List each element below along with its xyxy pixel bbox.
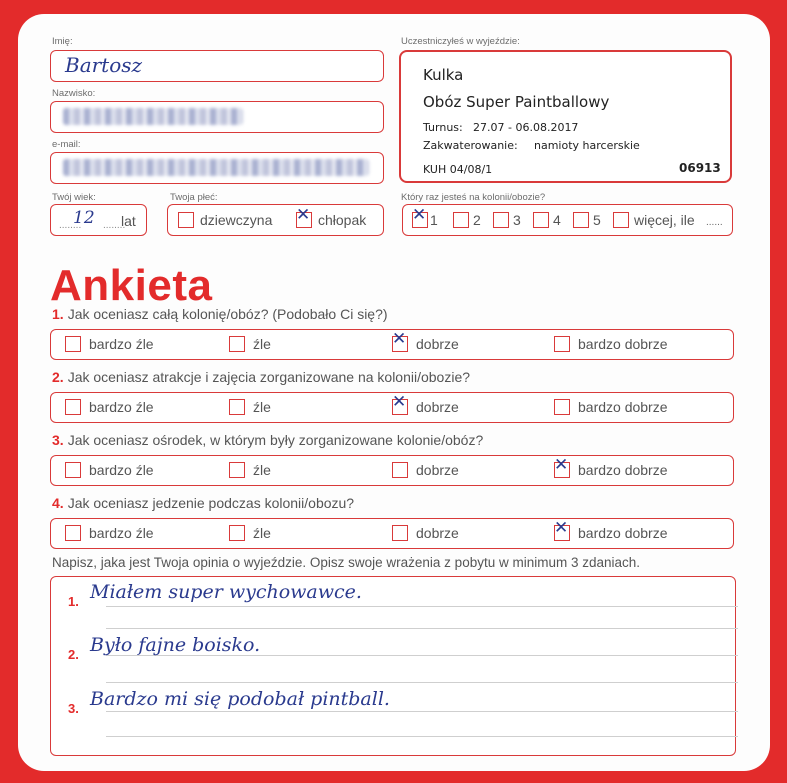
question-number: 3. (52, 432, 64, 448)
question-1-options (50, 329, 734, 360)
question-label: Jak oceniasz atrakcje i zajęcia zorganizowane na kolonii/obozie? (67, 369, 471, 385)
opinion-num-2: 2. (68, 647, 79, 662)
trip-name: Kulka (423, 66, 464, 84)
surname-redacted (63, 108, 243, 125)
check-mark-icon: ✕ (296, 205, 311, 225)
trip-number: 06913 (679, 161, 721, 175)
question-label: Jak oceniasz jedzenie podczas kolonii/obozu? (67, 495, 355, 511)
surname-field[interactable] (50, 101, 384, 133)
gender-label: Twoja płeć: (170, 192, 218, 203)
question-1-option-label-2: źle (253, 336, 271, 352)
survey-sheet (18, 14, 770, 771)
opinion-text-2: Było fajne boisko. (90, 634, 261, 656)
times-checkbox-more[interactable] (613, 212, 629, 228)
age-field[interactable]: ........ 12 ........ lat (50, 204, 147, 236)
question-3-option-label-4: bardzo dobrze (578, 462, 668, 478)
question-4-option-label-3: dobrze (416, 525, 459, 541)
question-2-checkbox-4[interactable] (554, 399, 570, 415)
gender-checkbox-chlopak[interactable] (296, 205, 312, 228)
question-3-checkbox-3[interactable] (392, 462, 408, 478)
question-1-checkbox-2[interactable] (229, 336, 245, 352)
question-2-option-label-1: bardzo źle (89, 399, 154, 415)
question-3-checkbox-4[interactable] (554, 455, 570, 478)
question-4-checkbox-1[interactable] (65, 525, 81, 541)
trip-lodging-label: Zakwaterowanie: (423, 139, 518, 152)
question-3-checkbox-1[interactable] (65, 462, 81, 478)
email-redacted (63, 159, 369, 176)
check-mark-icon: ✕ (392, 329, 407, 349)
question-3-option-label-2: źle (253, 462, 271, 478)
name-field[interactable] (50, 50, 384, 82)
email-field[interactable] (50, 152, 384, 184)
opinion-text-3: Bardzo mi się podobał pintball. (90, 688, 390, 710)
question-2-option-label-3: dobrze (416, 399, 459, 415)
question-4-checkbox-2[interactable] (229, 525, 245, 541)
question-4-option-label-2: źle (253, 525, 271, 541)
question-4-checkbox-3[interactable] (392, 525, 408, 541)
opinion-text-1: Miałem super wychowawce. (90, 581, 362, 603)
opinion-box[interactable] (50, 576, 736, 756)
question-3-text (52, 432, 483, 448)
question-4-option-label-4: bardzo dobrze (578, 525, 668, 541)
question-2-text (52, 369, 470, 385)
times-label-3: 3 (513, 212, 521, 228)
opinion-num-3: 3. (68, 701, 79, 716)
times-checkbox-2[interactable] (453, 212, 469, 228)
gender-checkbox-dziewczyna[interactable] (178, 212, 194, 228)
times-checkbox-4[interactable] (533, 212, 549, 228)
question-2-option-label-4: bardzo dobrze (578, 399, 668, 415)
question-1-checkbox-4[interactable] (554, 336, 570, 352)
question-number: 2. (52, 369, 64, 385)
email-label: e-mail: (52, 139, 81, 150)
question-1-option-label-1: bardzo źle (89, 336, 154, 352)
trip-camp: Obóz Super Paintballowy (423, 93, 610, 111)
question-3-checkbox-2[interactable] (229, 462, 245, 478)
survey-title: Ankieta (50, 261, 213, 310)
question-label: Jak oceniasz ośrodek, w którym były zorganizowane kolonie/obóz? (67, 432, 484, 448)
question-1-checkbox-3[interactable] (392, 329, 408, 352)
question-1-text (52, 306, 388, 322)
check-mark-icon: ✕ (554, 518, 569, 538)
times-label: Który raz jesteś na kolonii/obozie? (401, 192, 546, 203)
opinion-num-1: 1. (68, 594, 79, 609)
trip-code: KUH 04/08/1 (423, 163, 493, 176)
trip-turnus-label: Turnus: (423, 121, 463, 134)
times-label-2: 2 (473, 212, 481, 228)
question-4-text (52, 495, 354, 511)
check-mark-icon: ✕ (412, 205, 427, 225)
question-number: 1. (52, 306, 64, 322)
age-unit: lat (121, 213, 136, 229)
times-label-1: 1 (430, 212, 438, 228)
check-mark-icon: ✕ (392, 392, 407, 412)
times-label-4: 4 (553, 212, 561, 228)
trip-info-box (399, 50, 732, 183)
times-label-5: 5 (593, 212, 601, 228)
question-3-option-label-3: dobrze (416, 462, 459, 478)
question-3-option-label-1: bardzo źle (89, 462, 154, 478)
trip-label: Uczestniczyłeś w wyjeździe: (401, 36, 520, 47)
times-group: ✕ 1 2 3 4 5 więcej, ile ...... (402, 204, 733, 236)
question-4-options (50, 518, 734, 549)
age-label: Twój wiek: (52, 192, 96, 203)
age-value: 12 (73, 208, 95, 228)
question-2-checkbox-3[interactable] (392, 392, 408, 415)
check-mark-icon: ✕ (554, 455, 569, 475)
question-4-option-label-1: bardzo źle (89, 525, 154, 541)
question-2-options (50, 392, 734, 423)
question-number: 4. (52, 495, 64, 511)
opinion-prompt: Napisz, jaka jest Twoja opinia o wyjeździe. Opisz swoje wrażenia z pobytu w minimum 3 zdaniach. (52, 555, 641, 570)
name-label: Imię: (52, 36, 73, 47)
question-1-option-label-4: bardzo dobrze (578, 336, 668, 352)
times-checkbox-3[interactable] (493, 212, 509, 228)
question-3-options (50, 455, 734, 486)
question-label: Jak oceniasz całą kolonię/obóz? (Podobało Ci się?) (67, 306, 388, 322)
question-2-checkbox-1[interactable] (65, 399, 81, 415)
question-2-checkbox-2[interactable] (229, 399, 245, 415)
question-1-checkbox-1[interactable] (65, 336, 81, 352)
name-value: Bartosz (65, 53, 143, 77)
gender-group (167, 204, 384, 236)
question-2-option-label-2: źle (253, 399, 271, 415)
gender-label-chlopak: chłopak (318, 212, 367, 228)
question-1-option-label-3: dobrze (416, 336, 459, 352)
trip-turnus-value: 27.07 - 06.08.2017 (473, 121, 579, 134)
gender-label-dziewczyna: dziewczyna (200, 212, 273, 228)
times-checkbox-1[interactable] (412, 205, 428, 228)
question-4-checkbox-4[interactable] (554, 518, 570, 541)
trip-lodging-value: namioty harcerskie (534, 139, 640, 152)
times-checkbox-5[interactable] (573, 212, 589, 228)
surname-label: Nazwisko: (52, 88, 96, 99)
times-label-more: więcej, ile (634, 212, 695, 228)
